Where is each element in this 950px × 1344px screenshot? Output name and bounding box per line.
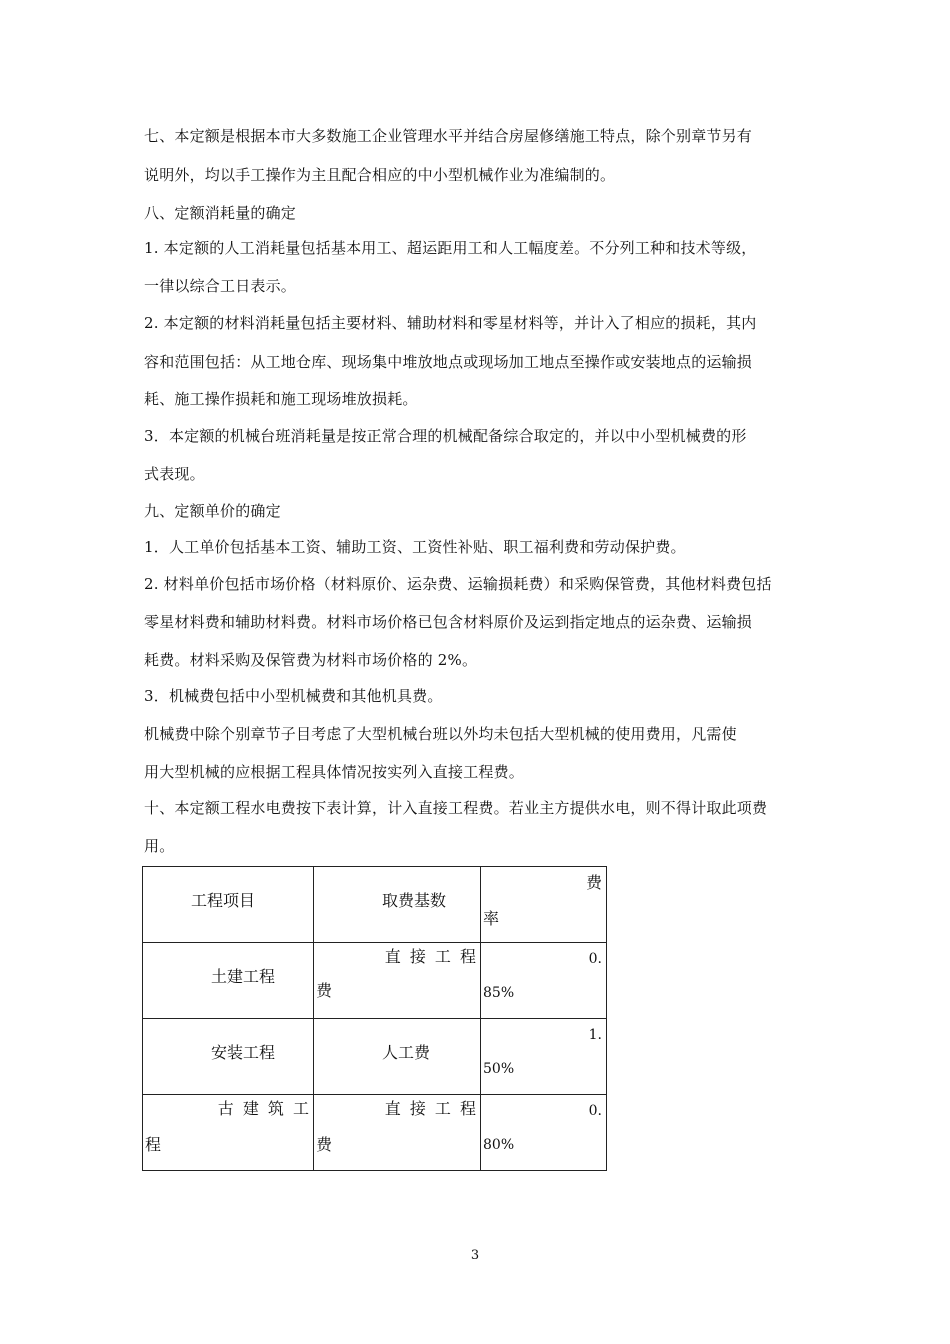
paragraph-line: 机械费中除个别章节子目考虑了大型机械台班以外均未包括大型机械的使用费用，凡需使	[144, 725, 737, 743]
header-project: 工程项目	[191, 891, 256, 910]
table-cell	[143, 1019, 314, 1095]
paragraph-line: 一律以综合工日表示。	[144, 277, 297, 295]
fee-base-part2: 费	[316, 981, 333, 1000]
project-name: 土建工程	[211, 967, 276, 986]
paragraph-line: 2. 本定额的材料消耗量包括主要材料、辅助材料和零星材料等，并计入了相应的损耗，其内	[144, 314, 757, 332]
paragraph-line: 七、本定额是根据本市大多数施工企业管理水平并结合房屋修缮施工特点，除个别章节另有	[144, 127, 753, 145]
rate-part1: 0.	[588, 1103, 602, 1119]
table-cell	[481, 943, 607, 1019]
header-rate-part2: 率	[483, 909, 500, 928]
table-cell	[143, 867, 314, 943]
paragraph-line: 用大型机械的应根据工程具体情况按实列入直接工程费。	[144, 763, 525, 781]
rate-part2: 50%	[483, 1061, 515, 1077]
paragraph-line: 式表现。	[144, 465, 205, 483]
section-heading: 八、定额消耗量的确定	[144, 204, 297, 222]
rate-part2: 85%	[483, 985, 515, 1001]
table-row	[143, 943, 607, 1019]
water-electricity-fee-table	[142, 866, 607, 1171]
paragraph-line: 零星材料费和辅助材料费。材料市场价格已包含材料原价及运到指定地点的运杂费、运输损	[144, 613, 753, 631]
project-name: 安装工程	[211, 1043, 276, 1062]
section-heading: 九、定额单价的确定	[144, 502, 281, 520]
project-name-part1: 古 建 筑 工	[217, 1099, 311, 1118]
table-cell	[143, 943, 314, 1019]
rate-part2: 80%	[483, 1137, 515, 1153]
fee-base-part1: 直 接 工 程	[384, 947, 478, 966]
table-header-row	[143, 867, 607, 943]
table-cell	[481, 1095, 607, 1171]
fee-base: 人工费	[382, 1043, 431, 1062]
project-name-part2: 程	[145, 1135, 162, 1154]
paragraph-line: 容和范围包括：从工地仓库、现场集中堆放地点或现场加工地点至操作或安装地点的运输损	[144, 353, 753, 371]
paragraph-line: 耗、施工操作损耗和施工现场堆放损耗。	[144, 390, 418, 408]
paragraph-line: 说明外，均以手工操作为主且配合相应的中小型机械作业为准编制的。	[144, 166, 616, 184]
paragraph-line: 3．机械费包括中小型机械费和其他机具费。	[144, 687, 443, 705]
fee-base-part2: 费	[316, 1135, 333, 1154]
table-cell	[314, 1095, 481, 1171]
table-row	[143, 1019, 607, 1095]
table-row	[143, 1095, 607, 1171]
paragraph-line: 耗费。材料采购及保管费为材料市场价格的 2%。	[144, 651, 478, 669]
paragraph-line: 1．人工单价包括基本工资、辅助工资、工资性补贴、职工福利费和劳动保护费。	[144, 538, 686, 556]
table-cell	[481, 867, 607, 943]
table-cell	[314, 867, 481, 943]
table-cell	[143, 1095, 314, 1171]
paragraph-line: 2. 材料单价包括市场价格（材料原价、运杂费、运输损耗费）和采购保管费，其他材料费包括	[144, 575, 772, 593]
table-cell	[314, 943, 481, 1019]
paragraph-line: 3．本定额的机械台班消耗量是按正常合理的机械配备综合取定的，并以中小型机械费的形	[144, 427, 747, 445]
table-cell	[314, 1019, 481, 1095]
rate-part1: 0.	[588, 951, 602, 967]
rate-part1: 1.	[588, 1027, 602, 1043]
table-cell	[481, 1019, 607, 1095]
header-base: 取费基数	[382, 891, 447, 910]
fee-base-part1: 直 接 工 程	[384, 1099, 478, 1118]
paragraph-line: 十、本定额工程水电费按下表计算，计入直接工程费。若业主方提供水电，则不得计取此项费	[144, 799, 768, 817]
paragraph-line: 用。	[144, 837, 175, 855]
page-number: 3	[470, 1248, 480, 1263]
paragraph-line: 1. 本定额的人工消耗量包括基本用工、超运距用工和人工幅度差。不分列工种和技术等级，	[144, 239, 757, 257]
header-rate-part1: 费	[585, 873, 602, 892]
